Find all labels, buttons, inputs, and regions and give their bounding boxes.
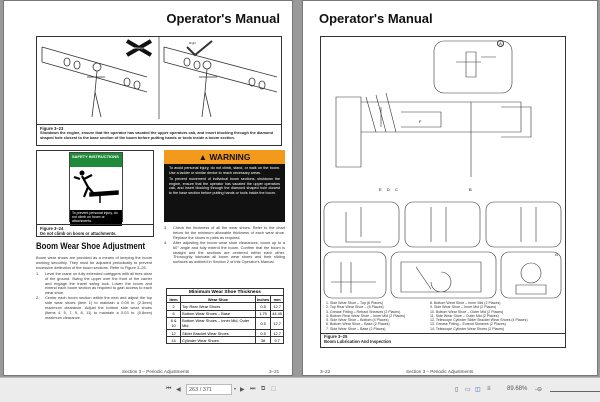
figure-label: Figure 3–25 (324, 334, 348, 339)
table-cell: Bottom Wear Shoes – Inner Mid, Outer Mid (181, 317, 256, 329)
table-cell: 9.7 (271, 337, 284, 344)
table-row (167, 310, 284, 317)
zoom-slider[interactable] (550, 391, 600, 392)
legend-item: 11. Side Wear Shoe – Outer Mid (2 Places) (430, 313, 499, 318)
step: 1. Level the crane on fully extended outriggers with all tires clear of the ground. Swing the upper over the front of the carrier and engage the travel swing lock. Lower the boom and extend each boom section as required to gain access to each wear shoe. (36, 270, 152, 296)
page-left (3, 0, 293, 376)
footer-page: 3–22 (320, 369, 331, 374)
column-header: Inches (256, 296, 270, 302)
table-cell: 14 (167, 337, 181, 344)
figure-3-25 (320, 36, 566, 348)
step: 4. After adjusting the boom wear shoe clearances, boom up to a 60° angle and fully extend the boom. Confirm that the boom is straight and the sections are centered within each other. Thoroughly lubricate all boom wear shoes and their sliding surfaces as outlined in Section 2 of this Operator's Manual. (164, 239, 285, 265)
warning-text: To avoid personal injury, do not climb, stand, or walk on the boom. Use a ladder or similar device to reach necessary areas. (169, 166, 280, 175)
last-page-button[interactable]: ⏭ (250, 386, 256, 392)
table-cell: Top Rear Wear Shoes (181, 303, 256, 310)
table-row (167, 303, 284, 310)
warning-header: WARNING (209, 152, 251, 162)
table-cell: 0.5 (255, 317, 270, 329)
scroll-view-icon[interactable]: ≡ (487, 386, 491, 392)
intro-paragraph: Boom wear shoes are provided as a means of keeping the boom working smoothly. They must be adjusted periodically to prevent excessive deflection of the boom sections. Refer to Figure 3–25. (36, 255, 152, 270)
legend-item: 8. Bottom Wear Shoe – Inner Mid (2 Places) (430, 301, 501, 305)
previous-page-button[interactable]: ◀ (176, 387, 181, 393)
rotate-icon[interactable]: ⧉ (261, 386, 266, 392)
column-header: Wear Shoe (181, 296, 256, 303)
table-cell: 38 (255, 337, 270, 344)
table-cell: 8 & 10 (167, 317, 181, 329)
table-cell: 12.7 (271, 317, 284, 329)
two-page-view-icon[interactable]: ◫ (475, 387, 481, 393)
warning-triangle-icon: ▲ (198, 152, 210, 162)
viewer-toolbar (0, 377, 600, 402)
figure-caption: Do not climb on boom or attachments. (40, 231, 117, 236)
step: 3. Check the thickness of all the wear shoes. Refer to the chart below for the minimum allowable thickness of each wear shoe. Replace the shoes in pairs as required. (164, 225, 285, 240)
legend-item: 10. Bottom Wear Shoe – Outer Mid (2 Places) (430, 309, 504, 314)
callout-b: B (469, 187, 472, 192)
zoom-level: 89.68% (507, 386, 528, 392)
legend-item: 12. Telescope Cylinder Slider Bracket Wear Shoes (4 Places) (430, 318, 528, 323)
table-row (167, 329, 284, 336)
safety-sign-text: To prevent personal injury, do not climb on boom or attachments. (70, 210, 122, 226)
page-right (302, 0, 598, 376)
section-heading: Boom Wear Shoe Adjustment (36, 241, 146, 252)
boom-illustration (37, 37, 281, 119)
figure-caption: Shutdown the engine, ensure that the operator has vacated the upper operators cab, and insert blocking through the diamond shaped hole closest to the base section of the boom before putting hands or tools inside a boom section. (40, 130, 274, 140)
safety-sign (69, 152, 123, 222)
next-page-button[interactable]: ▶ (240, 387, 245, 393)
callout-g: G (555, 252, 559, 257)
footer-page: 3–21 (269, 369, 280, 374)
table-cell: Cylinder Wear Shoes (181, 337, 256, 344)
figure-label: Figure 3–24 (40, 226, 64, 231)
wear-shoe-table (166, 288, 284, 344)
continuous-view-icon[interactable]: ▭ (465, 387, 471, 393)
footer-section: Section 3 – Periodic Adjustments (122, 369, 190, 374)
figure-caption: Boom Lubrication And Inspection (324, 339, 392, 344)
table-row (167, 317, 284, 329)
legend-item: 13. Grease Fitting – Extend Sheaves (2 Places) (430, 322, 506, 327)
table-cell: 1.75 (255, 310, 270, 317)
footer-section: Section 3 – Periodic Adjustments (406, 369, 474, 374)
right-label: Right (189, 41, 197, 45)
legend-item: 4. Bottom Rear Wear Shoe – Inner Mid (2 Places) (326, 313, 406, 318)
first-page-button[interactable]: ⏮ (166, 386, 172, 392)
legend-item: 1. Side Wear Shoe – Top (6 Places) (326, 301, 383, 305)
page-dropdown-icon[interactable]: ▾ (234, 386, 237, 391)
legend-item: 9. Side Wear Shoe – Inner Mid (2 Places) (430, 305, 497, 310)
callout-e: E (379, 187, 382, 192)
single-page-view-icon[interactable]: ▯ (455, 387, 459, 393)
table-cell: 0.5 (255, 329, 270, 336)
legend-item: 14. Telescope Cylinder Wear Shoes (2 Places) (430, 326, 505, 331)
table-cell: Slider Bracket Wear Shoes (181, 329, 256, 336)
warning-text: To prevent movement of individual boom sections, shutdown the engine, ensure that the operator has vacated the upper operators cab, and insert blocking through the diamond shaped hole closest to the base section before putting hands or tools inside the boom. (169, 177, 280, 195)
page-number-input[interactable] (186, 384, 232, 395)
wrong-label: Wrong (134, 46, 143, 50)
falling-person-icon (70, 167, 122, 205)
warning-box (164, 150, 285, 222)
figure-3-23 (36, 36, 282, 146)
table-cell: 12.7 (271, 329, 284, 336)
column-header: mm (271, 296, 284, 303)
figure-label: Figure 3–23 (40, 126, 64, 131)
table-cell: 12.7 (271, 303, 284, 310)
legend-item: 5. Side Wear Shoe – Bottom (4 Places) (326, 318, 389, 323)
page-title: Operator's Manual (166, 11, 280, 26)
fit-icon[interactable]: ☐ (271, 387, 277, 393)
legend-item: 2. Top Rear Wear Shoe – (6 Places) (326, 305, 384, 310)
table-title: Minimum Wear Shoe Thickness (167, 289, 284, 296)
table-cell: 44.45 (272, 311, 282, 317)
figure-legend (326, 301, 564, 331)
callout-d: D (387, 187, 390, 192)
callout-c: C (395, 187, 398, 192)
step: 2. Center each boom section within the next and adjust the top side wear shoes (item 1) to maintain a 0.09 in. (2.3mm) maximum clearance. Adjust the bottom side wear shoes (items 4, 5, 7, 9, 8, 11) to maintain a 0.03 in. (0.8mm) maximum clearance. (36, 295, 152, 320)
table-cell: 12 (167, 329, 181, 336)
page-title: Operator's Manual (319, 11, 433, 26)
legend-item: 3. Grease Fitting – Retract Sheaves (2 Places) (326, 309, 401, 314)
callout-a: A (497, 40, 504, 47)
figure-3-24 (36, 150, 154, 237)
column-header: Item (167, 296, 181, 303)
safety-sign-header: SAFETY INSTRUCTIONS (70, 153, 122, 167)
boom-diagram (321, 37, 565, 302)
table-cell: 0.5 (255, 303, 270, 310)
legend-item: 6. Bottom Wear Shoe – Base (2 Places) (326, 322, 390, 327)
zoom-out-button[interactable]: -⊖ (535, 387, 543, 393)
table-cell: 2 (167, 303, 181, 310)
table-cell: Bottom Wear Shoes – Base (181, 310, 256, 317)
callout-f: F (419, 119, 422, 124)
legend-item: 7. Side Wear Shoe – Base (2 Places) (326, 326, 386, 331)
table-cell: 6 (167, 310, 181, 317)
table-row (167, 337, 284, 344)
